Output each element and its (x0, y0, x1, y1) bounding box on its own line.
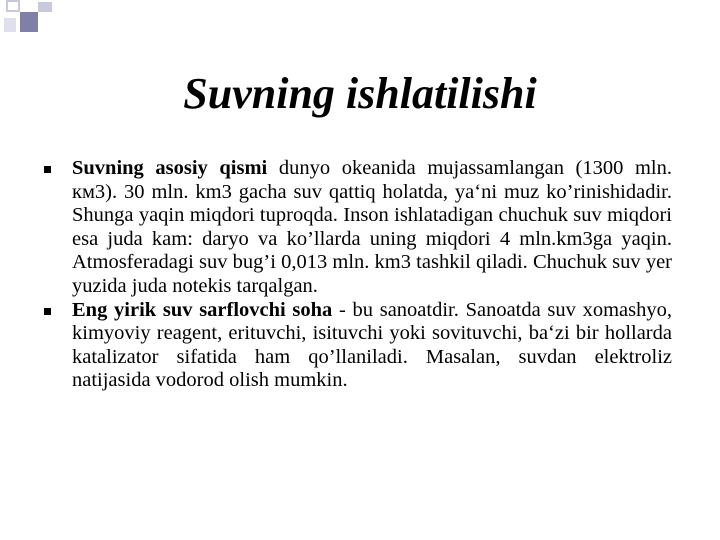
bullet-item (40, 157, 672, 299)
bullet-text (72, 157, 672, 299)
bullet-body: - bu sanoatdir. Sanoatda suv xomashyo, kimyoviy reagent, erituvchi, isituvchi yoki sovituvchi, ba‘zi bir hollarda katalizator sifatida ham qo’llaniladi. Masalan, suvdan elektroliz natijasida vodorod olish mumkin. (72, 298, 672, 392)
decor-square-icon (20, 12, 38, 32)
bullet-body: dunyo okeanida mujassamlangan (1300 mln. км3). 30 mln. km3 gacha suv qattiq holatda, ya‘ni muz ko’rinishidadir. Shunga yaqin miqdori tuproqda. Inson ishlatadigan chuchuk suv miqdori esa juda kam: daryo va ko’llarda uning miqdori 4 mln.km3ga yaqin. Atmosferadagi suv bug’i 0,013 mln. km3 tashkil qiladi. Chuchuk suv yer yuzida juda notekis tarqalgan. (72, 157, 672, 297)
bullet-list (40, 157, 672, 393)
decor-square-icon (6, 0, 20, 12)
bullet-lead: Suvning asosiy qismi (72, 157, 268, 179)
bullet-item (40, 299, 672, 393)
decor-square-icon (4, 18, 16, 32)
bullet-square-icon (44, 166, 51, 173)
decor-square-icon (38, 2, 52, 12)
slide-title: Suvning ishlatilishi (183, 69, 537, 118)
bullet-square-icon (44, 308, 51, 315)
corner-decoration (0, 0, 60, 40)
bullet-lead: Eng yirik suv sarflovchi soha (72, 298, 333, 321)
bullet-text (72, 299, 672, 393)
